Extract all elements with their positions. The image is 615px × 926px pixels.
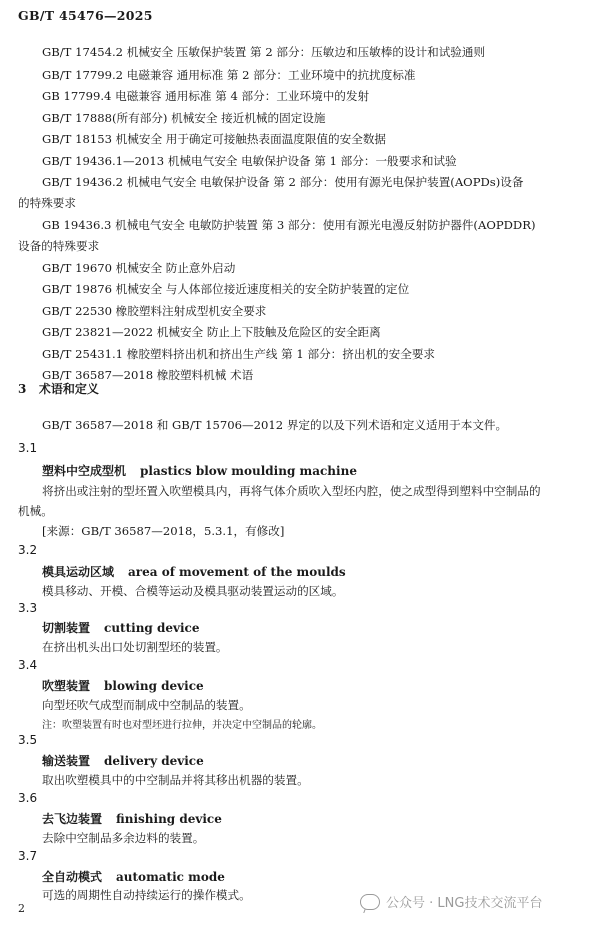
standard-code-header: GB/T 45476—2025 [18, 8, 153, 23]
term-title [42, 563, 346, 580]
term-number: 3.3 [18, 601, 38, 615]
reference-item: GB 19436.3 机械电气安全 电敏防护装置 第 3 部分：使用有源光电漫反射防护器件(AOPDDR) [42, 218, 536, 232]
term-number: 3.1 [18, 441, 38, 455]
term-title-zh: 全自动模式 [42, 870, 103, 884]
term-title-en: area of movement of the moulds [128, 565, 346, 579]
term-definition-continuation: 机械。 [18, 504, 53, 518]
term-title-en: finishing device [116, 812, 222, 826]
term-title-zh: 塑料中空成型机 [42, 464, 127, 478]
section-intro: GB/T 36587—2018 和 GB/T 15706—2012 界定的以及下列术语和定义适用于本文件。 [42, 418, 508, 432]
reference-item: GB/T 18153 机械安全 用于确定可接触热表面温度限值的安全数据 [42, 132, 387, 146]
watermark [360, 892, 542, 911]
reference-item-continuation: 的特殊要求 [18, 196, 76, 210]
term-definition: 将挤出或注射的型坯置入吹塑模具内，再将气体介质吹入型坯内腔，使之成型得到塑料中空制品的 [42, 484, 541, 498]
page-number: 2 [18, 902, 25, 915]
term-note: 注：吹塑装置有时也对型坯进行拉伸，并决定中空制品的轮廓。 [42, 720, 322, 731]
term-number: 3.6 [18, 791, 38, 805]
term-definition: 可选的周期性自动持续运行的操作模式。 [42, 888, 251, 902]
term-title-en: automatic mode [116, 870, 225, 884]
reference-item: GB/T 19436.1—2013 机械电气安全 电敏保护设备 第 1 部分：一般要求和试验 [42, 154, 457, 168]
term-title [42, 810, 222, 827]
term-definition: 向型坯吹气成型而制成中空制品的装置。 [42, 698, 251, 712]
reference-item: GB/T 25431.1 橡胶塑料挤出机和挤出生产线 第 1 部分：挤出机的安全要求 [42, 347, 436, 361]
term-title [42, 462, 357, 479]
reference-item: GB/T 36587—2018 橡胶塑料机械 术语 [42, 368, 254, 382]
term-title-en: plastics blow moulding machine [140, 464, 357, 478]
reference-item: GB 17799.4 电磁兼容 通用标准 第 4 部分：工业环境中的发射 [42, 89, 370, 103]
term-number: 3.4 [18, 658, 38, 672]
term-number: 3.2 [18, 543, 38, 557]
reference-item: GB/T 17888(所有部分) 机械安全 接近机械的固定设施 [42, 111, 326, 125]
term-title-zh: 输送装置 [42, 754, 91, 768]
term-title [42, 752, 204, 769]
term-title [42, 619, 199, 636]
term-number: 3.5 [18, 733, 38, 747]
section-number: 3 [18, 382, 27, 396]
wechat-icon [360, 894, 380, 910]
term-number: 3.7 [18, 849, 38, 863]
term-title-zh: 切割装置 [42, 621, 91, 635]
reference-item-continuation: 设备的特殊要求 [18, 239, 100, 253]
reference-item: GB/T 22530 橡胶塑料注射成型机安全要求 [42, 304, 267, 318]
term-source: [来源：GB/T 36587—2018，5.3.1，有修改] [42, 524, 285, 538]
section-title: 术语和定义 [38, 382, 99, 396]
reference-item: GB/T 17799.2 电磁兼容 通用标准 第 2 部分：工业环境中的抗扰度标准 [42, 68, 416, 82]
term-definition: 在挤出机头出口处切割型坯的装置。 [42, 640, 228, 654]
reference-item: GB/T 19876 机械安全 与人体部位接近速度相关的安全防护装置的定位 [42, 282, 410, 296]
reference-item: GB/T 23821—2022 机械安全 防止上下肢触及危险区的安全距离 [42, 325, 381, 339]
term-definition: 取出吹塑模具中的中空制品并将其移出机器的装置。 [42, 773, 309, 787]
term-title-en: blowing device [104, 679, 204, 693]
term-title-en: delivery device [104, 754, 204, 768]
term-title-en: cutting device [104, 621, 200, 635]
section-heading [18, 380, 99, 397]
term-title [42, 677, 204, 694]
term-title-zh: 吹塑装置 [42, 679, 91, 693]
term-definition: 去除中空制品多余边料的装置。 [42, 831, 205, 845]
term-title-zh: 模具运动区域 [42, 565, 115, 579]
reference-item: GB/T 17454.2 机械安全 压敏保护装置 第 2 部分：压敏边和压敏棒的设计和试验通则 [42, 45, 486, 59]
term-title [42, 868, 225, 885]
term-definition: 模具移动、开模、合模等运动及模具驱动装置运动的区域。 [42, 584, 344, 598]
watermark-text: 公众号 · LNG技术交流平台 [386, 896, 543, 911]
term-title-zh: 去飞边装置 [42, 812, 103, 826]
reference-item: GB/T 19436.2 机械电气安全 电敏保护设备 第 2 部分：使用有源光电保护装置(AOPDs)设备 [42, 175, 524, 189]
reference-item: GB/T 19670 机械安全 防止意外启动 [42, 261, 236, 275]
